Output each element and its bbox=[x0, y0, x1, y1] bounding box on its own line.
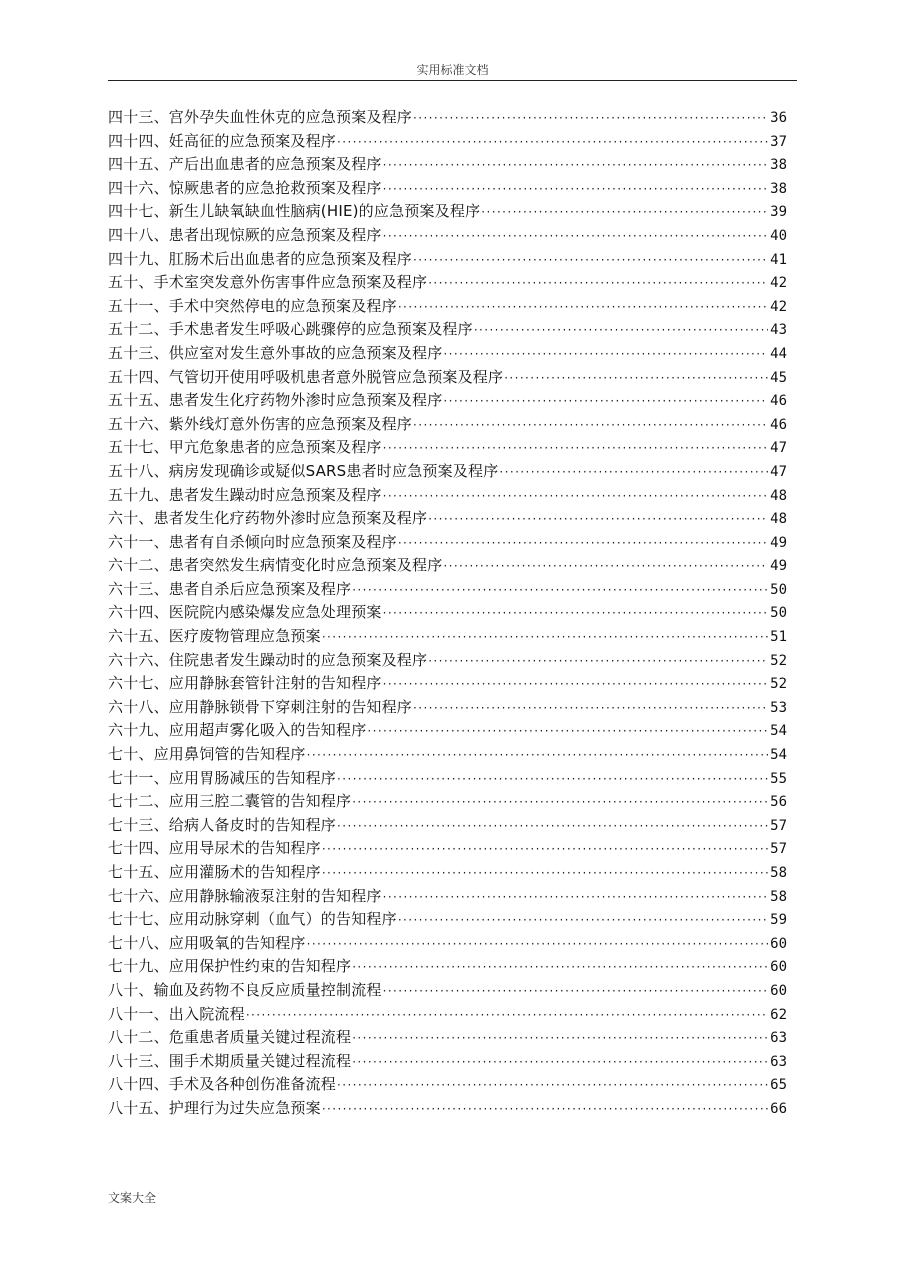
toc-dot-leader bbox=[428, 650, 768, 673]
toc-entry[interactable] bbox=[108, 955, 787, 979]
toc-entry[interactable] bbox=[108, 531, 787, 555]
toc-entry-page-number: 60 bbox=[770, 982, 787, 999]
toc-dot-leader bbox=[443, 555, 768, 578]
toc-entry-title: 六十六、住院患者发生躁动时的应急预案及程序 bbox=[108, 650, 428, 669]
toc-entry-title: 五十九、患者发生躁动时应急预案及程序 bbox=[108, 485, 382, 504]
toc-entry[interactable] bbox=[108, 601, 787, 625]
toc-entry-page-number: 54 bbox=[770, 747, 787, 764]
toc-entry-title: 七十九、应用保护性约束的告知程序 bbox=[108, 957, 352, 976]
toc-dot-leader bbox=[398, 909, 768, 932]
toc-dot-leader bbox=[322, 838, 768, 861]
toc-entry-title: 八十、输血及药物不良反应质量控制流程 bbox=[108, 980, 382, 999]
toc-entry[interactable] bbox=[108, 413, 787, 437]
toc-dot-leader bbox=[246, 1004, 768, 1027]
toc-entry-page-number: 38 bbox=[770, 180, 787, 197]
toc-entry-page-number: 65 bbox=[770, 1077, 787, 1094]
toc-entry-page-number: 48 bbox=[770, 487, 787, 504]
toc-entry-title: 八十二、危重患者质量关键过程流程 bbox=[108, 1028, 352, 1047]
toc-entry-page-number: 62 bbox=[770, 1006, 787, 1023]
toc-entry-page-number: 49 bbox=[770, 534, 787, 551]
toc-dot-leader bbox=[383, 225, 768, 248]
toc-entry-title: 八十三、围手术期质量关键过程流程 bbox=[108, 1051, 352, 1070]
toc-entry[interactable] bbox=[108, 507, 787, 531]
toc-dot-leader bbox=[337, 131, 768, 154]
toc-entry[interactable] bbox=[108, 696, 787, 720]
toc-entry-title: 四十七、新生儿缺氧缺血性脑病(HIE)的应急预案及程序 bbox=[108, 202, 481, 221]
toc-entry-page-number: 37 bbox=[770, 133, 787, 150]
toc-entry-title: 六十三、患者自杀后应急预案及程序 bbox=[108, 579, 352, 598]
toc-dot-leader bbox=[383, 437, 768, 460]
toc-entry-title: 七十五、应用灌肠术的告知程序 bbox=[108, 863, 321, 881]
toc-entry[interactable] bbox=[108, 578, 787, 602]
page-header: 实用标准文档 bbox=[416, 63, 489, 77]
toc-entry[interactable] bbox=[108, 177, 787, 201]
toc-entry[interactable] bbox=[108, 248, 787, 272]
toc-entry[interactable] bbox=[108, 484, 787, 508]
toc-entry[interactable] bbox=[108, 130, 787, 154]
toc-entry-title: 五十、手术室突发意外伤害事件应急预案及程序 bbox=[108, 273, 428, 292]
table-of-contents bbox=[108, 106, 787, 1121]
toc-entry-page-number: 49 bbox=[770, 558, 787, 575]
toc-entry[interactable] bbox=[108, 224, 787, 248]
toc-dot-leader bbox=[481, 201, 768, 224]
toc-dot-leader bbox=[383, 178, 768, 201]
toc-entry-page-number: 63 bbox=[770, 1053, 787, 1070]
toc-entry-page-number: 56 bbox=[770, 794, 787, 811]
toc-entry-page-number: 54 bbox=[770, 723, 787, 740]
toc-entry[interactable] bbox=[108, 1050, 787, 1074]
toc-dot-leader bbox=[413, 107, 768, 130]
toc-dot-leader bbox=[307, 933, 768, 956]
toc-entry[interactable] bbox=[108, 837, 787, 861]
toc-entry[interactable] bbox=[108, 979, 787, 1003]
toc-entry-title: 四十五、产后出血患者的应急预案及程序 bbox=[108, 155, 382, 174]
toc-entry-title: 七十六、应用静脉输液泵注射的告知程序 bbox=[108, 886, 382, 905]
toc-entry[interactable] bbox=[108, 743, 787, 767]
toc-entry-title: 七十、应用鼻饲管的告知程序 bbox=[108, 745, 306, 764]
toc-entry-title: 五十二、手术患者发生呼吸心跳骤停的应急预案及程序 bbox=[108, 320, 473, 339]
toc-dot-leader bbox=[367, 720, 768, 743]
toc-entry[interactable] bbox=[108, 366, 787, 390]
toc-entry-title: 七十八、应用吸氧的告知程序 bbox=[108, 933, 306, 952]
toc-entry-page-number: 41 bbox=[770, 251, 787, 268]
toc-entry-title: 七十七、应用动脉穿刺（血气）的告知程序 bbox=[108, 910, 397, 929]
toc-entry[interactable] bbox=[108, 908, 787, 932]
toc-dot-leader bbox=[383, 154, 768, 177]
toc-dot-leader bbox=[413, 414, 768, 437]
toc-dot-leader bbox=[383, 602, 768, 625]
toc-entry-title: 五十八、病房发现确诊或疑似SARS患者时应急预案及程序 bbox=[108, 461, 499, 480]
toc-entry-title: 四十九、肛肠术后出血患者的应急预案及程序 bbox=[108, 249, 413, 268]
toc-dot-leader bbox=[413, 697, 768, 720]
toc-entry-page-number: 48 bbox=[770, 511, 787, 528]
toc-entry[interactable] bbox=[108, 861, 787, 885]
toc-entry-title: 八十五、护理行为过失应急预案 bbox=[108, 1098, 321, 1117]
toc-entry[interactable] bbox=[108, 719, 787, 743]
toc-entry-title: 六十五、医疗废物管理应急预案 bbox=[108, 627, 321, 646]
toc-entry-page-number: 58 bbox=[770, 865, 787, 881]
toc-dot-leader bbox=[398, 296, 768, 319]
toc-dot-leader bbox=[352, 791, 768, 814]
toc-entry-page-number: 60 bbox=[770, 935, 787, 952]
toc-entry-page-number: 46 bbox=[770, 393, 787, 410]
toc-dot-leader bbox=[383, 485, 768, 508]
toc-dot-leader bbox=[322, 1098, 768, 1121]
toc-entry-title: 五十七、甲亢危象患者的应急预案及程序 bbox=[108, 438, 382, 457]
toc-entry-page-number: 46 bbox=[770, 416, 787, 433]
toc-entry-page-number: 39 bbox=[770, 204, 787, 221]
toc-entry-page-number: 43 bbox=[770, 322, 787, 339]
toc-entry-page-number: 47 bbox=[770, 463, 787, 480]
toc-entry-title: 六十二、患者突然发生病情变化时应急预案及程序 bbox=[108, 556, 443, 575]
toc-entry-page-number: 50 bbox=[770, 581, 787, 598]
toc-dot-leader bbox=[428, 272, 768, 295]
toc-dot-leader bbox=[398, 532, 768, 555]
toc-entry-title: 五十三、供应室对发生意外事故的应急预案及程序 bbox=[108, 343, 443, 362]
toc-entry-page-number: 52 bbox=[770, 676, 787, 693]
toc-entry-page-number: 55 bbox=[770, 770, 787, 787]
toc-entry-page-number: 57 bbox=[770, 841, 787, 858]
header-rule bbox=[108, 80, 797, 81]
toc-dot-leader bbox=[337, 815, 768, 838]
toc-entry-title: 六十九、应用超声雾化吸入的告知程序 bbox=[108, 721, 367, 740]
toc-entry[interactable] bbox=[108, 318, 787, 342]
toc-dot-leader bbox=[504, 367, 768, 390]
toc-entry[interactable] bbox=[108, 460, 787, 484]
toc-entry-page-number: 51 bbox=[770, 629, 787, 646]
toc-entry-title: 四十六、惊厥患者的应急抢救预案及程序 bbox=[108, 178, 382, 197]
toc-entry-title: 五十六、紫外线灯意外伤害的应急预案及程序 bbox=[108, 414, 413, 433]
toc-entry[interactable] bbox=[108, 271, 787, 295]
toc-entry-page-number: 42 bbox=[770, 298, 787, 315]
toc-dot-leader bbox=[428, 508, 768, 531]
toc-entry-page-number: 38 bbox=[770, 157, 787, 174]
toc-dot-leader bbox=[337, 1074, 768, 1097]
toc-entry[interactable] bbox=[108, 885, 787, 909]
toc-dot-leader bbox=[322, 626, 768, 649]
toc-entry[interactable] bbox=[108, 1003, 787, 1027]
toc-entry[interactable] bbox=[108, 200, 787, 224]
toc-entry[interactable] bbox=[108, 932, 787, 956]
toc-dot-leader bbox=[383, 886, 768, 909]
toc-dot-leader bbox=[499, 461, 768, 484]
toc-entry[interactable] bbox=[108, 436, 787, 460]
toc-entry-page-number: 45 bbox=[770, 369, 787, 386]
toc-entry-page-number: 40 bbox=[770, 227, 787, 244]
toc-dot-leader bbox=[307, 744, 768, 767]
toc-entry-page-number: 44 bbox=[770, 345, 787, 362]
toc-entry-title: 八十一、出入院流程 bbox=[108, 1004, 245, 1023]
toc-entry[interactable] bbox=[108, 672, 787, 696]
toc-entry-title: 五十一、手术中突然停电的应急预案及程序 bbox=[108, 296, 397, 315]
toc-dot-leader bbox=[337, 768, 768, 791]
toc-entry-title: 五十五、患者发生化疗药物外渗时应急预案及程序 bbox=[108, 391, 443, 410]
toc-entry-page-number: 60 bbox=[770, 959, 787, 976]
toc-entry-page-number: 42 bbox=[770, 275, 787, 292]
toc-entry-page-number: 66 bbox=[770, 1100, 787, 1117]
page-footer: 文案大全 bbox=[108, 1191, 157, 1205]
toc-entry-title: 六十一、患者有自杀倾向时应急预案及程序 bbox=[108, 532, 397, 551]
toc-dot-leader bbox=[383, 980, 768, 1003]
toc-entry[interactable] bbox=[108, 106, 787, 130]
toc-dot-leader bbox=[352, 579, 768, 602]
toc-entry-page-number: 53 bbox=[770, 699, 787, 716]
toc-entry[interactable] bbox=[108, 342, 787, 366]
toc-entry-page-number: 58 bbox=[770, 888, 787, 905]
toc-entry-title: 六十七、应用静脉套管针注射的告知程序 bbox=[108, 674, 382, 693]
toc-entry-title: 七十二、应用三腔二囊管的告知程序 bbox=[108, 792, 352, 811]
toc-dot-leader bbox=[383, 673, 768, 696]
toc-dot-leader bbox=[443, 343, 768, 366]
toc-entry-title: 四十八、患者出现惊厥的应急预案及程序 bbox=[108, 225, 382, 244]
toc-dot-leader bbox=[352, 1051, 768, 1074]
toc-entry[interactable] bbox=[108, 790, 787, 814]
toc-entry-title: 七十四、应用导尿术的告知程序 bbox=[108, 839, 321, 858]
toc-entry[interactable] bbox=[108, 814, 787, 838]
toc-entry-page-number: 47 bbox=[770, 440, 787, 457]
toc-entry[interactable] bbox=[108, 649, 787, 673]
toc-entry-page-number: 50 bbox=[770, 605, 787, 622]
toc-entry[interactable] bbox=[108, 153, 787, 177]
toc-dot-leader bbox=[322, 862, 768, 885]
toc-entry-page-number: 57 bbox=[770, 817, 787, 834]
toc-entry-title: 六十四、医院院内感染爆发应急处理预案 bbox=[108, 603, 382, 622]
toc-entry-title: 四十四、妊高征的应急预案及程序 bbox=[108, 131, 337, 150]
toc-entry[interactable] bbox=[108, 295, 787, 319]
toc-entry-title: 八十四、手术及各种创伤准备流程 bbox=[108, 1075, 337, 1094]
toc-entry[interactable] bbox=[108, 1097, 787, 1121]
toc-entry-title: 六十、患者发生化疗药物外渗时应急预案及程序 bbox=[108, 509, 428, 528]
toc-dot-leader bbox=[352, 956, 768, 979]
toc-entry-page-number: 63 bbox=[770, 1030, 787, 1047]
toc-entry-title: 六十八、应用静脉锁骨下穿刺注射的告知程序 bbox=[108, 697, 413, 716]
toc-entry[interactable] bbox=[108, 625, 787, 649]
toc-entry-title: 四十三、宫外孕失血性休克的应急预案及程序 bbox=[108, 108, 413, 126]
toc-entry-page-number: 59 bbox=[770, 912, 787, 929]
toc-entry[interactable] bbox=[108, 1026, 787, 1050]
toc-dot-leader bbox=[474, 319, 768, 342]
toc-entry[interactable] bbox=[108, 767, 787, 791]
toc-entry-title: 五十四、气管切开使用呼吸机患者意外脱管应急预案及程序 bbox=[108, 367, 504, 386]
toc-entry-page-number: 36 bbox=[770, 110, 787, 126]
toc-entry-title: 七十一、应用胃肠减压的告知程序 bbox=[108, 768, 337, 787]
toc-dot-leader bbox=[413, 249, 768, 272]
toc-entry-title: 七十三、给病人备皮时的告知程序 bbox=[108, 815, 337, 834]
toc-entry[interactable] bbox=[108, 1073, 787, 1097]
toc-entry[interactable] bbox=[108, 554, 787, 578]
toc-dot-leader bbox=[352, 1027, 768, 1050]
toc-entry-page-number: 52 bbox=[770, 652, 787, 669]
toc-entry[interactable] bbox=[108, 389, 787, 413]
toc-dot-leader bbox=[443, 390, 768, 413]
